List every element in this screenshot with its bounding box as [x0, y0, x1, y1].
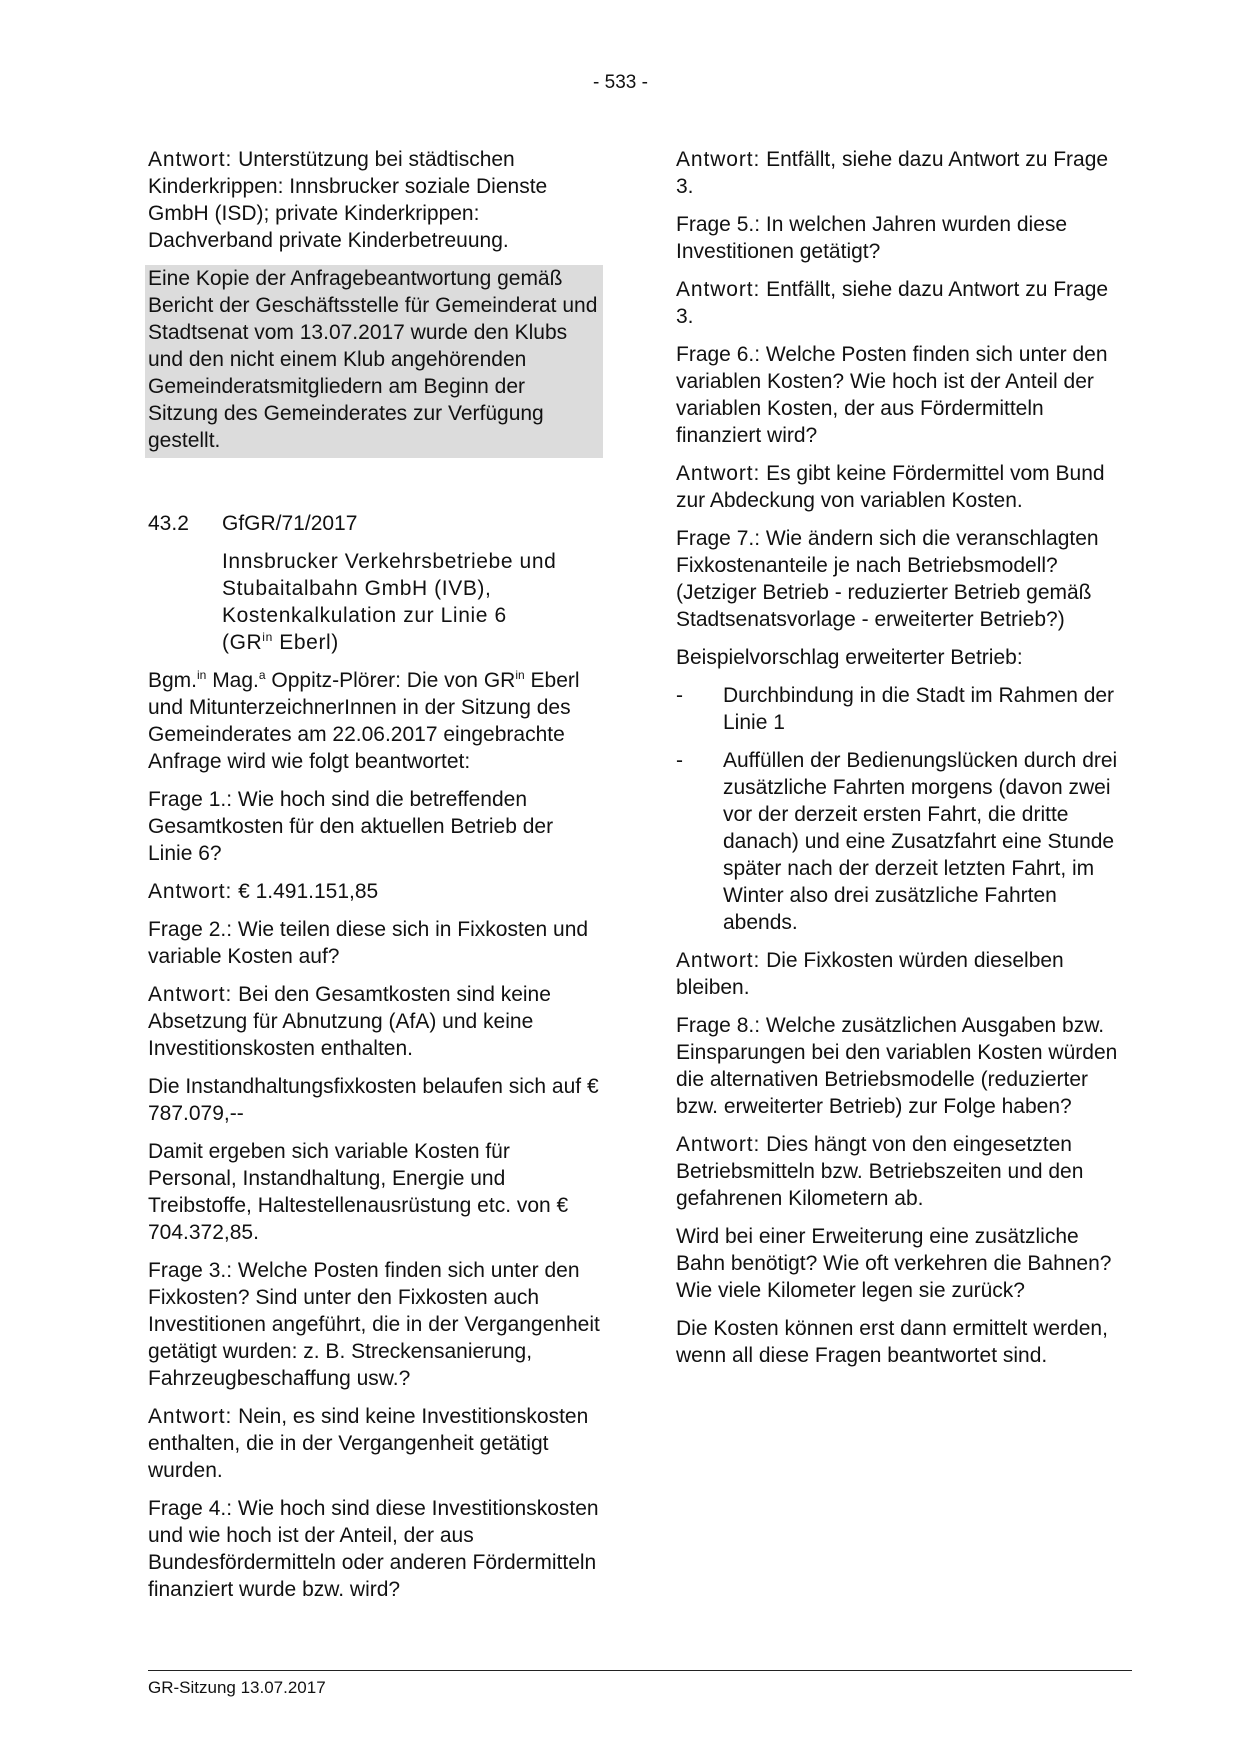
intro-sup-1: in	[197, 668, 207, 682]
intro-text-2: Mag.	[206, 669, 259, 692]
answer-text: Dies hängt von den eingesetzten Betriebsmitteln bzw. Betriebszeiten und den gefahrenen Kilometern ab.	[676, 1133, 1084, 1210]
answer-text: € 1.491.151,85	[232, 880, 379, 903]
agenda-item-gr-sup: in	[262, 630, 273, 644]
answer-text: Entfällt, siehe dazu Antwort zu Frage 3.	[676, 278, 1109, 328]
highlighted-note: Eine Kopie der Anfragebeantwortung gemäß Bericht der Geschäftsstelle für Gemeinderat und Stadtsenat vom 13.07.2017 wurde den Klubs und den nicht einem Klub angehörenden Gemeinderatsmitgliedern am Beginn der Sitzung des Gemeinderates zur Verfügung gestellt.	[145, 265, 603, 458]
intro-sup-2: a	[258, 668, 266, 682]
answer-1	[148, 878, 600, 905]
bullet-dash: -	[676, 749, 683, 772]
agenda-item-name: Eberl)	[272, 631, 339, 654]
answer-text: Die Fixkosten würden dieselben bleiben.	[676, 949, 1064, 999]
answer-text: Entfällt, siehe dazu Antwort zu Frage 3.	[676, 148, 1109, 198]
answer-3	[148, 1403, 600, 1484]
footer-text: GR-Sitzung 13.07.2017	[148, 1678, 326, 1697]
answer-2	[148, 981, 600, 1062]
intro-text-1: Bgm.	[148, 669, 198, 692]
agenda-item-code: GfGR/71/2017	[222, 512, 358, 535]
agenda-item-title-text: Innsbrucker Verkehrsbetriebe und Stubaitalbahn GmbH (IVB), Kostenkalkulation zur Linie 6	[222, 550, 557, 627]
left-column	[148, 146, 600, 1614]
answer-label: Antwort:	[676, 949, 761, 972]
variable-costs-paragraph: Damit ergeben sich variable Kosten für Personal, Instandhaltung, Energie und Treibstoffe, Haltestellenausrüstung etc. von € 704.372,85.	[148, 1140, 569, 1244]
intro-text-4: Eberl und MitunterzeichnerInnen in der Sitzung des Gemeinderates am 22.06.2017 eingebrachte Anfrage wird wie folgt beantwortet:	[148, 669, 580, 773]
agenda-item-header	[148, 510, 600, 537]
bullet-dash: -	[676, 684, 683, 707]
agenda-item-title	[222, 548, 600, 656]
instandhaltung-paragraph: Die Instandhaltungsfixkosten belaufen sich auf € 787.079,--	[148, 1075, 599, 1125]
answer-6	[676, 460, 1131, 514]
intro-text-3: Oppitz-Plörer: Die von GR	[265, 669, 516, 692]
question-4: Frage 4.: Wie hoch sind diese Investitionskosten und wie hoch ist der Anteil, der aus Bundesfördermitteln oder anderen Fördermitteln finanziert wurde bzw. wird?	[148, 1497, 599, 1601]
question-8: Frage 8.: Welche zusätzlichen Ausgaben bzw. Einsparungen bei den variablen Kosten würden die alternativen Betriebsmodelle (reduzierter bzw. erweiterter Betrieb) zur Folge haben?	[676, 1014, 1118, 1118]
question-5: Frage 5.: In welchen Jahren wurden diese Investitionen getätigt?	[676, 213, 1068, 263]
answer-label: Antwort:	[676, 278, 761, 301]
bullet-text: Durchbindung in die Stadt im Rahmen der Linie 1	[723, 684, 1115, 734]
right-column	[676, 146, 1131, 1380]
answer-4	[676, 146, 1131, 200]
answer-7	[676, 947, 1131, 1001]
page-number: - 533 -	[593, 72, 648, 93]
bullet-item	[676, 682, 1131, 736]
question-2: Frage 2.: Wie teilen diese sich in Fixkosten und variable Kosten auf?	[148, 918, 589, 968]
agenda-item-number: 43.2	[148, 512, 189, 535]
bullet-item	[676, 747, 1131, 936]
example-heading: Beispielvorschlag erweiterter Betrieb:	[676, 646, 1023, 669]
question-6: Frage 6.: Welche Posten finden sich unter den variablen Kosten? Wie hoch ist der Anteil der variablen Kosten, der aus Fördermitteln finanziert wird?	[676, 343, 1108, 447]
answer-label: Antwort:	[148, 880, 233, 903]
tram-questions-paragraph: Wird bei einer Erweiterung eine zusätzliche Bahn benötigt? Wie oft verkehren die Bahnen? Wie viele Kilometer legen sie zurück?	[676, 1225, 1112, 1302]
section-gap	[148, 469, 600, 510]
answer-text: Es gibt keine Fördermittel vom Bund zur Abdeckung von variablen Kosten.	[676, 462, 1105, 512]
answer-label: Antwort:	[148, 148, 233, 171]
answer-text: Unterstützung bei städtischen Kinderkrippen: Innsbrucker soziale Dienste GmbH (ISD); private Kinderkrippen: Dachverband private Kinderbetreuung.	[148, 148, 548, 252]
answer-label: Antwort:	[148, 1405, 233, 1428]
intro-sup-3: in	[515, 668, 525, 682]
answer-label: Antwort:	[676, 462, 761, 485]
agenda-item-gr: (GR	[222, 631, 263, 654]
answer-5	[676, 276, 1131, 330]
question-1: Frage 1.: Wie hoch sind die betreffenden Gesamtkosten für den aktuellen Betrieb der Linie 6?	[148, 788, 554, 865]
answer-paragraph	[148, 146, 600, 254]
answer-label: Antwort:	[676, 1133, 761, 1156]
question-7: Frage 7.: Wie ändern sich die veranschlagten Fixkostenanteile je nach Betriebsmodell? (Jetziger Betrieb - reduzierter Betrieb gemäß Stadtsenatsvorlage - erweiterter Betrieb?)	[676, 527, 1099, 631]
costs-paragraph: Die Kosten können erst dann ermittelt werden, wenn all diese Fragen beantwortet sind.	[676, 1317, 1108, 1367]
answer-label: Antwort:	[148, 983, 233, 1006]
question-3: Frage 3.: Welche Posten finden sich unter den Fixkosten? Sind unter den Fixkosten auch Investitionen angeführt, die in der Vergangenheit getätigt wurden: z. B. Streckensanierung, Fahrzeugbeschaffung usw.?	[148, 1259, 600, 1390]
bullet-text: Auffüllen der Bedienungslücken durch drei zusätzliche Fahrten morgens (davon zwei vor der derzeit ersten Fahrt, die dritte danach) und eine Zusatzfahrt eine Stunde später nach der derzeit letzten Fahrt, im Winter also drei zusätzliche Fahrten abends.	[723, 749, 1118, 934]
answer-text: Bei den Gesamtkosten sind keine Absetzung für Abnutzung (AfA) und keine Investitionskosten enthalten.	[148, 983, 551, 1060]
answer-8	[676, 1131, 1131, 1212]
footer-divider	[148, 1670, 1132, 1671]
answer-label: Antwort:	[676, 148, 761, 171]
answer-text: Nein, es sind keine Investitionskosten enthalten, die in der Vergangenheit getätigt wurden.	[148, 1405, 589, 1482]
intro-paragraph	[148, 667, 600, 775]
